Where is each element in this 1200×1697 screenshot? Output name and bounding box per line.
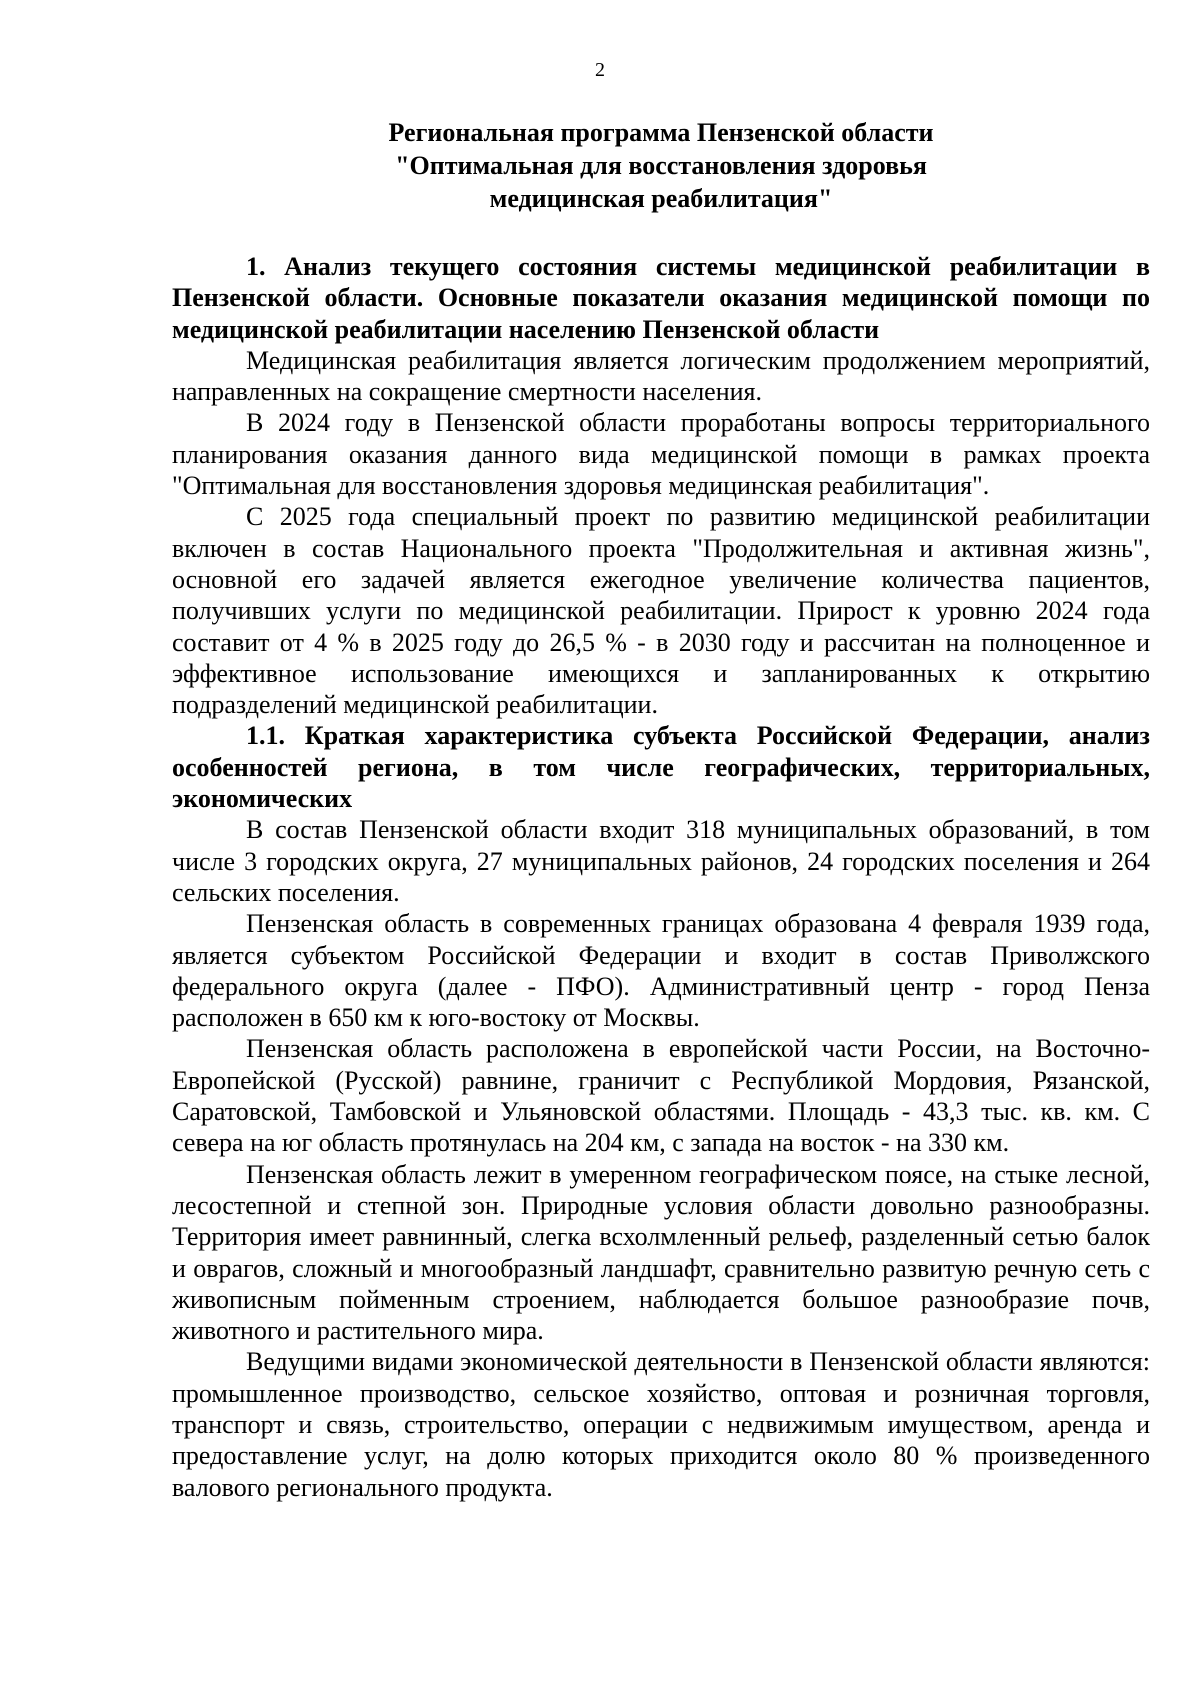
- paragraph-4: В состав Пензенской области входит 318 муниципальных образований, в том числе 3 городских округа, 27 муниципальных районов, 24 городских поселения и 264 сельских поселения.: [172, 815, 1150, 907]
- paragraph-3: С 2025 года специальный проект по развитию медицинской реабилитации включен в состав Национального проекта "Продолжительная и активная жизнь", основной его задачей является ежегодное увеличение количества пациентов, получивших услуги по медицинской реабилитации. Прирост к уровню 2024 года составит от 4 % в 2025 году до 26,5 % - в 2030 году и рассчитан на полноценное и эффективное использование имеющихся и запланированных к открытию подразделений медицинской реабилитации.: [172, 502, 1150, 720]
- document-title: [172, 116, 1150, 215]
- paragraph-5: Пензенская область в современных границах образована 4 февраля 1939 года, является субъектом Российской Федерации и входит в состав Приволжского федерального округа (далее - ПФО). Административный центр - город Пенза расположен в 650 км к юго-востоку от Москвы.: [172, 909, 1150, 1033]
- paragraph-2: В 2024 году в Пензенской области проработаны вопросы территориального планирования оказания данного вида медицинской помощи в рамках проекта "Оптимальная для восстановления здоровья медицинская реабилитация".: [172, 408, 1150, 501]
- section-heading-1-1: 1.1. Краткая характеристика субъекта Российской Федерации, анализ особенностей региона, в том числе географических, территориальных, экономических: [172, 721, 1150, 814]
- page-number: 2: [595, 59, 605, 81]
- title-line-2: "Оптимальная для восстановления здоровья: [395, 151, 927, 180]
- title-line-1: Региональная программа Пензенской области: [388, 118, 934, 147]
- paragraph-6: Пензенская область расположена в европейской части России, на Восточно-Европейской (Русской) равнине, граничит с Республикой Мордовия, Рязанской, Саратовской, Тамбовской и Ульяновской областями. Площадь - 43,3 тыс. кв. км. С севера на юг область протянулась на 204 км, с запада на восток - на 330 км.: [172, 1034, 1150, 1158]
- paragraph-8: Ведущими видами экономической деятельности в Пензенской области являются: промышленное производство, сельское хозяйство, оптовая и розничная торговля, транспорт и связь, строительство, операции с недвижимым имуществом, аренда и предоставление услуг, на долю которых приходится около 80 % произведенного валового регионального продукта.: [172, 1347, 1150, 1502]
- paragraph-7: Пензенская область лежит в умеренном географическом поясе, на стыке лесной, лесостепной и степной зон. Природные условия области довольно разнообразны. Территория имеет равнинный, слегка всхолмленный рельеф, разделенный сетью балок и оврагов, сложный и многообразный ландшафт, сравнительно развитую речную сеть с живописным пойменным строением, наблюдается большое разнообразие почв, животного и растительного мира.: [172, 1159, 1150, 1346]
- section-heading-1: 1. Анализ текущего состояния системы медицинской реабилитации в Пензенской области. Основные показатели оказания медицинской помощи по медицинской реабилитации населению Пензенской области: [172, 252, 1150, 344]
- title-line-3: медицинская реабилитация": [489, 184, 833, 213]
- paragraph-1: Медицинская реабилитация является логическим продолжением мероприятий, направленных на сокращение смертности населения.: [172, 345, 1150, 407]
- document-body: [172, 116, 1150, 1503]
